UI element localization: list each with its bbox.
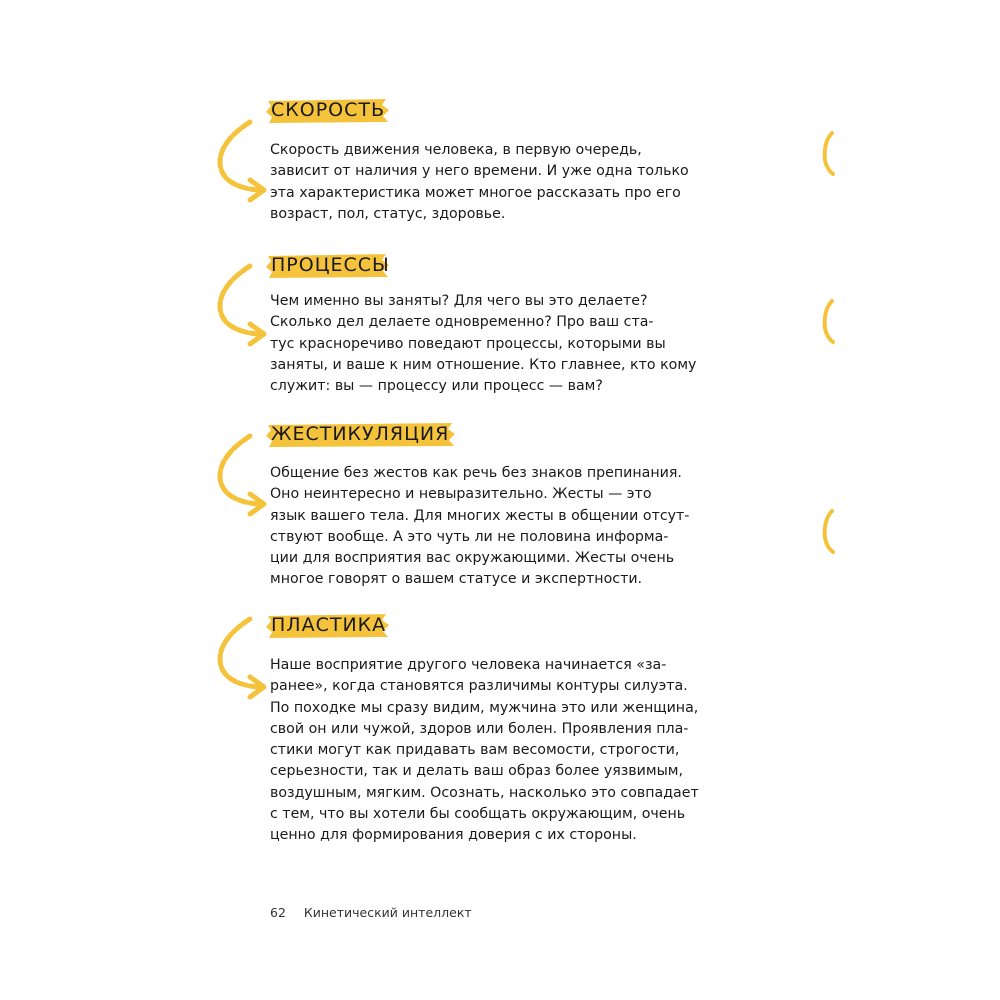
section-heading: СКОРОСТЬ (271, 99, 386, 121)
body-line: серьезности, так и делать ваш образ более уязвимым, (270, 763, 684, 780)
section-body (270, 655, 699, 847)
curved-arrow-icon (212, 262, 272, 362)
body-line: с тем, что вы хотели бы сообщать окружающим, очень (270, 806, 686, 823)
curved-arrow-icon (212, 118, 272, 218)
body-line: эта характеристика может многое рассказать про его (270, 184, 681, 201)
curved-arrow-icon (212, 615, 272, 715)
section-heading: ПРОЦЕССЫ (271, 254, 390, 276)
curved-arrow-icon (212, 432, 272, 532)
body-line: стики могут как придавать вам весомости, строгости, (270, 742, 680, 759)
body-line: Общение без жестов как речь без знаков препинания. (270, 465, 682, 481)
section-body (270, 140, 689, 225)
body-line: заняты, и ваше к ним отношение. Кто главнее, кто кому (270, 356, 697, 373)
body-line: ствуют вообще. А это чуть ли не половина информа- (270, 528, 669, 545)
body-line: многое говорят о вашем статусе и экспертности. (270, 571, 643, 588)
body-line: зависит от наличия у него времени. И уже одна только (270, 163, 689, 180)
page-number: 62 (270, 905, 286, 920)
page-footer (270, 905, 472, 920)
body-line: Чем именно вы заняты? Для чего вы это делаете? (270, 293, 648, 309)
margin-bracket-icon (820, 508, 836, 554)
body-line: тус красноречиво поведают процессы, которыми вы (270, 335, 666, 352)
body-line: Скорость движения человека, в первую очередь, (270, 142, 642, 158)
body-line: Оно неинтересно и невыразительно. Жесты — это (270, 486, 652, 503)
body-line: ранее», когда становятся различимы контуры силуэта. (270, 678, 688, 695)
section-body (270, 291, 697, 397)
body-line: По походке мы сразу видим, мужчина это или женщина, (270, 699, 699, 716)
section-heading: ПЛАСТИКА (271, 614, 387, 636)
body-line: возраст, пол, статус, здоровье. (270, 205, 506, 222)
body-line: ции для восприятия вас окружающими. Жесты очень (270, 550, 675, 567)
section-body (270, 463, 690, 591)
body-line: ценно для формирования доверия с их стороны. (270, 827, 637, 844)
body-line: Сколько дел делаете одновременно? Про ваш ста- (270, 314, 654, 331)
section-heading-wrap (270, 252, 390, 280)
body-line: язык вашего тела. Для многих жесты в общении отсут- (270, 507, 690, 524)
section-heading: ЖЕСТИКУЛЯЦИЯ (271, 423, 450, 445)
section-heading-wrap (270, 421, 449, 449)
margin-bracket-icon (820, 298, 836, 344)
body-line: свой он или чужой, здоров или болен. Проявления пла- (270, 720, 689, 737)
section-heading-wrap (270, 97, 385, 125)
section-heading-wrap (270, 612, 386, 640)
book-title: Кинетический интеллект (303, 905, 472, 920)
margin-bracket-icon (820, 130, 836, 176)
body-line: служит: вы — процессу или процесс — вам? (270, 378, 603, 395)
body-line: воздушным, мягким. Осознать, насколько это совпадает (270, 784, 699, 801)
body-line: Наше восприятие другого человека начинается «за- (270, 657, 667, 673)
